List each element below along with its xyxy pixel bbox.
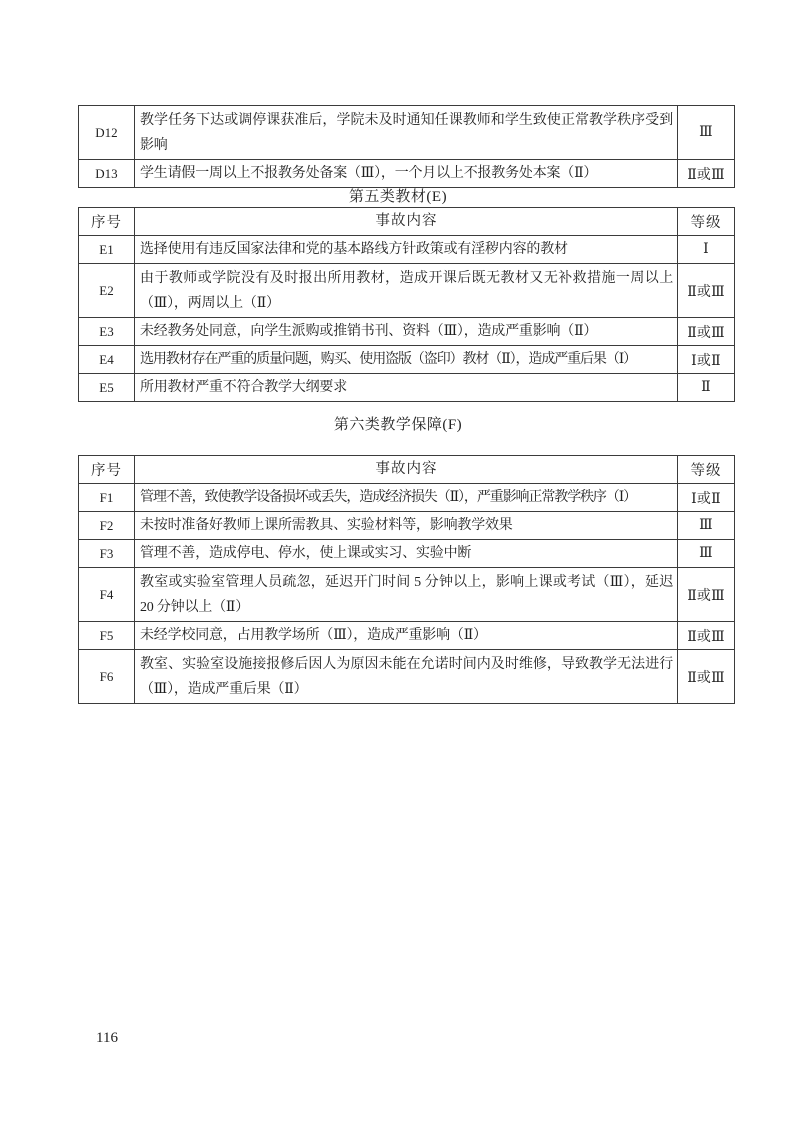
table-row: [79, 318, 735, 346]
section-f-heading: 第六类教学保障(F): [333, 417, 463, 433]
row-id: F6: [79, 650, 135, 704]
table-header-row: [79, 208, 735, 236]
row-content: 教室、实验室设施接报修后因人为原因未能在允诺时间内及时维修，导致教学无法进行（Ⅲ），造成严重后果（Ⅱ）: [135, 650, 678, 704]
row-content: 未按时准备好教师上课所需教具、实验材料等，影响教学效果: [135, 512, 678, 540]
row-content: 选用教材存在严重的质量问题，购买、使用盗版（盗印）教材（Ⅱ），造成严重后果（Ⅰ）: [135, 346, 678, 374]
row-id: F1: [79, 484, 135, 512]
row-content: 未经教务处同意，向学生派购或推销书刊、资料（Ⅲ），造成严重影响（Ⅱ）: [135, 318, 678, 346]
row-id: E4: [79, 346, 135, 374]
row-grade: Ⅰ或Ⅱ: [678, 346, 735, 374]
table-d-continuation: [78, 105, 735, 188]
row-grade: Ⅱ: [678, 374, 735, 402]
row-grade: Ⅱ或Ⅲ: [678, 160, 735, 188]
row-id: E2: [79, 264, 135, 318]
row-id: F4: [79, 568, 135, 622]
table-row: [79, 264, 735, 318]
page-number: 116: [96, 1030, 118, 1046]
column-header-content: 事故内容: [135, 208, 678, 236]
row-grade: Ⅰ或Ⅱ: [678, 484, 735, 512]
row-grade: Ⅱ或Ⅲ: [678, 568, 735, 622]
row-id: E5: [79, 374, 135, 402]
table-row: [79, 236, 735, 264]
row-id: D13: [79, 160, 135, 188]
row-id: D12: [79, 106, 135, 160]
row-grade: Ⅱ或Ⅲ: [678, 318, 735, 346]
column-header-grade: 等级: [678, 208, 735, 236]
table-row: [79, 512, 735, 540]
row-content: 教室或实验室管理人员疏忽，延迟开门时间 5 分钟以上，影响上课或考试（Ⅲ），延迟 20 分钟以上（Ⅱ）: [135, 568, 678, 622]
row-grade: Ⅱ或Ⅲ: [678, 622, 735, 650]
row-content: 由于教师或学院没有及时报出所用教材，造成开课后既无教材又无补救措施一周以上（Ⅲ），两周以上（Ⅱ）: [135, 264, 678, 318]
column-header-id: 序号: [79, 208, 135, 236]
table-row: [79, 484, 735, 512]
table-row: [79, 374, 735, 402]
row-grade: Ⅲ: [678, 106, 735, 160]
table-row: [79, 650, 735, 704]
row-grade: Ⅰ: [678, 236, 735, 264]
table-row: [79, 106, 735, 160]
table-row: [79, 160, 735, 188]
table-row: [79, 568, 735, 622]
row-content: 所用教材严重不符合教学大纲要求: [135, 374, 678, 402]
section-e-heading: 第五类教材(E): [348, 189, 448, 205]
table-row: [79, 622, 735, 650]
table-row: [79, 540, 735, 568]
column-header-grade: 等级: [678, 456, 735, 484]
table-e: [78, 207, 735, 402]
row-id: E3: [79, 318, 135, 346]
row-grade: Ⅲ: [678, 512, 735, 540]
row-content: 管理不善，造成停电、停水，使上课或实习、实验中断: [135, 540, 678, 568]
row-id: F5: [79, 622, 135, 650]
row-content: 学生请假一周以上不报教务处备案（Ⅲ），一个月以上不报教务处本案（Ⅱ）: [135, 160, 678, 188]
row-grade: Ⅱ或Ⅲ: [678, 264, 735, 318]
row-grade: Ⅱ或Ⅲ: [678, 650, 735, 704]
table-f: [78, 455, 735, 704]
row-id: F3: [79, 540, 135, 568]
table-row: [79, 346, 735, 374]
row-id: F2: [79, 512, 135, 540]
row-grade: Ⅲ: [678, 540, 735, 568]
row-content: 管理不善，致使教学设备损坏或丢失，造成经济损失（Ⅱ），严重影响正常教学秩序（Ⅰ）: [135, 484, 678, 512]
row-id: E1: [79, 236, 135, 264]
row-content: 未经学校同意，占用教学场所（Ⅲ），造成严重影响（Ⅱ）: [135, 622, 678, 650]
column-header-content: 事故内容: [135, 456, 678, 484]
column-header-id: 序号: [79, 456, 135, 484]
row-content: 教学任务下达或调停课获准后，学院未及时通知任课教师和学生致使正常教学秩序受到影响: [135, 106, 678, 160]
table-header-row: [79, 456, 735, 484]
row-content: 选择使用有违反国家法律和党的基本路线方针政策或有淫秽内容的教材: [135, 236, 678, 264]
